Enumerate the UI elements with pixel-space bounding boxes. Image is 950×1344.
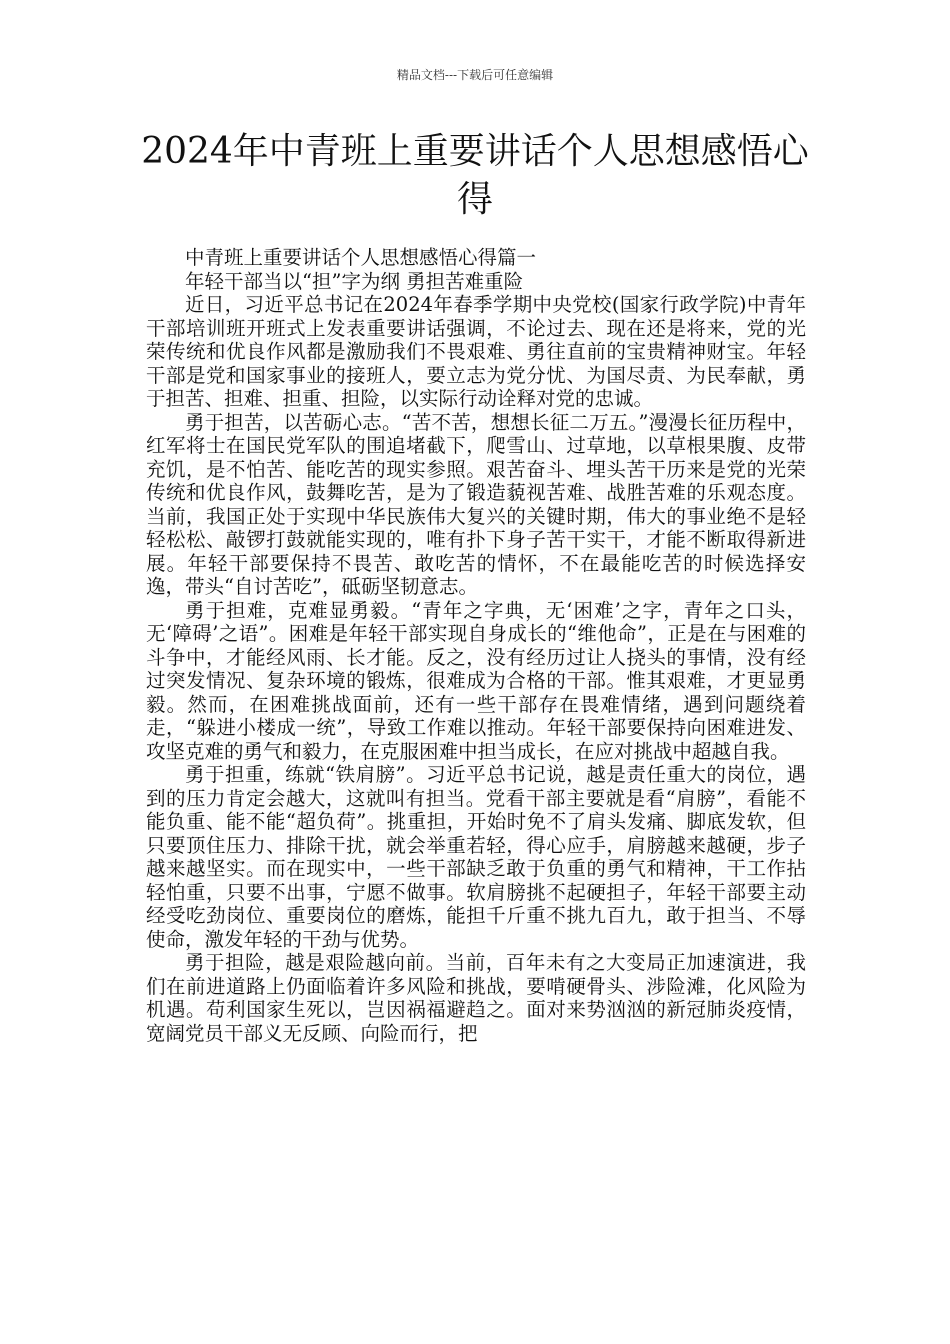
header-note: 精品文档---下载后可任意编辑 [396, 68, 554, 82]
paragraph: 勇于担难，克难显勇毅。“青年之字典，无‘困难’之字，青年之口头，无‘障碍’之语”。困难是年轻干部实现自身成长的“维他命”，正是在与困难的斗争中，才能经风雨、长才能。反之，没有经历过让人挠头的事情，没有经过突发情况、复杂环境的锻炼，很难成为合格的干部。惟其艰难，才更显勇毅。然而，在困难挑战面前，还有一些干部存在畏难情绪，遇到问题绕着走，“躲进小楼成一统”，导致工作难以推动。年轻干部要保持向困难进发、攻坚克难的勇气和毅力，在克服困难中担当成长，在应对挑战中超越自我。 [146, 598, 806, 763]
section-heading: 年轻干部当以“担”字为纲 勇担苦难重险 [185, 269, 524, 293]
paragraph: 勇于担重，练就“铁肩膀”。习近平总书记说，越是责任重大的岗位，遇到的压力肯定会越大，这就叫有担当。党看干部主要就是看“肩膀”，看能不能负重、能不能“超负荷”。挑重担，开始时免不了肩头发痛、脚底发软，但只要顶住压力、排除干扰，就会举重若轻，得心应手，肩膀越来越硬，步子越来越坚实。而在现实中，一些干部缺乏敢于负重的勇气和精神，干工作拈轻怕重，只要不出事，宁愿不做事。软肩膀挑不起硬担子，年轻干部要主动经受吃劲岗位、重要岗位的磨炼，能担千斤重不挑九百九，敢于担当、不辱使命，激发年轻的干劲与优势。 [146, 763, 806, 951]
document-title: 2024年中青班上重要讲话个人思想感悟心得 [141, 131, 809, 220]
paragraph: 近日，习近平总书记在2024年春季学期中央党校(国家行政学院)中青年干部培训班开班式上发表重要讲话强调，不论过去、现在还是将来，党的光荣传统和优良作风都是激励我们不畏艰难、勇往直前的宝贵精神财宝。年轻干部是党和国家事业的接班人，要立志为党分忧、为国尽责、为民奉献，勇于担苦、担难、担重、担险，以实际行动诠释对党的忠诚。 [146, 293, 806, 410]
section-subtitle: 中青班上重要讲话个人思想感悟心得篇一 [185, 246, 537, 269]
paragraph: 勇于担险，越是艰险越向前。当前，百年未有之大变局正加速演进，我们在前进道路上仍面临着许多风险和挑战，要啃硬骨头、涉险滩，化风险为机遇。苟利国家生死以，岂因祸福避趋之。面对来势汹汹的新冠肺炎疫情，宽阔党员干部义无反顾、向险而行，把 [146, 951, 806, 1045]
document-body [146, 246, 806, 1045]
paragraph: 勇于担苦，以苦砺心志。“苦不苦，想想长征二万五。”漫漫长征历程中，红军将士在国民党军队的围追堵截下，爬雪山、过草地，以草根果腹、皮带充饥，是不怕苦、能吃苦的现实参照。艰苦奋斗、埋头苦干历来是党的光荣传统和优良作风，鼓舞吃苦，是为了锻造藐视苦难、战胜苦难的乐观态度。当前，我国正处于实现中华民族伟大复兴的关键时期，伟大的事业绝不是轻轻松松、敲锣打鼓就能实现的，唯有扑下身子苦干实干，才能不断取得新进展。年轻干部要保持不畏苦、敢吃苦的情怀，不在最能吃苦的时候选择安逸，带头“自讨苦吃”，砥砺坚韧意志。 [146, 410, 806, 598]
